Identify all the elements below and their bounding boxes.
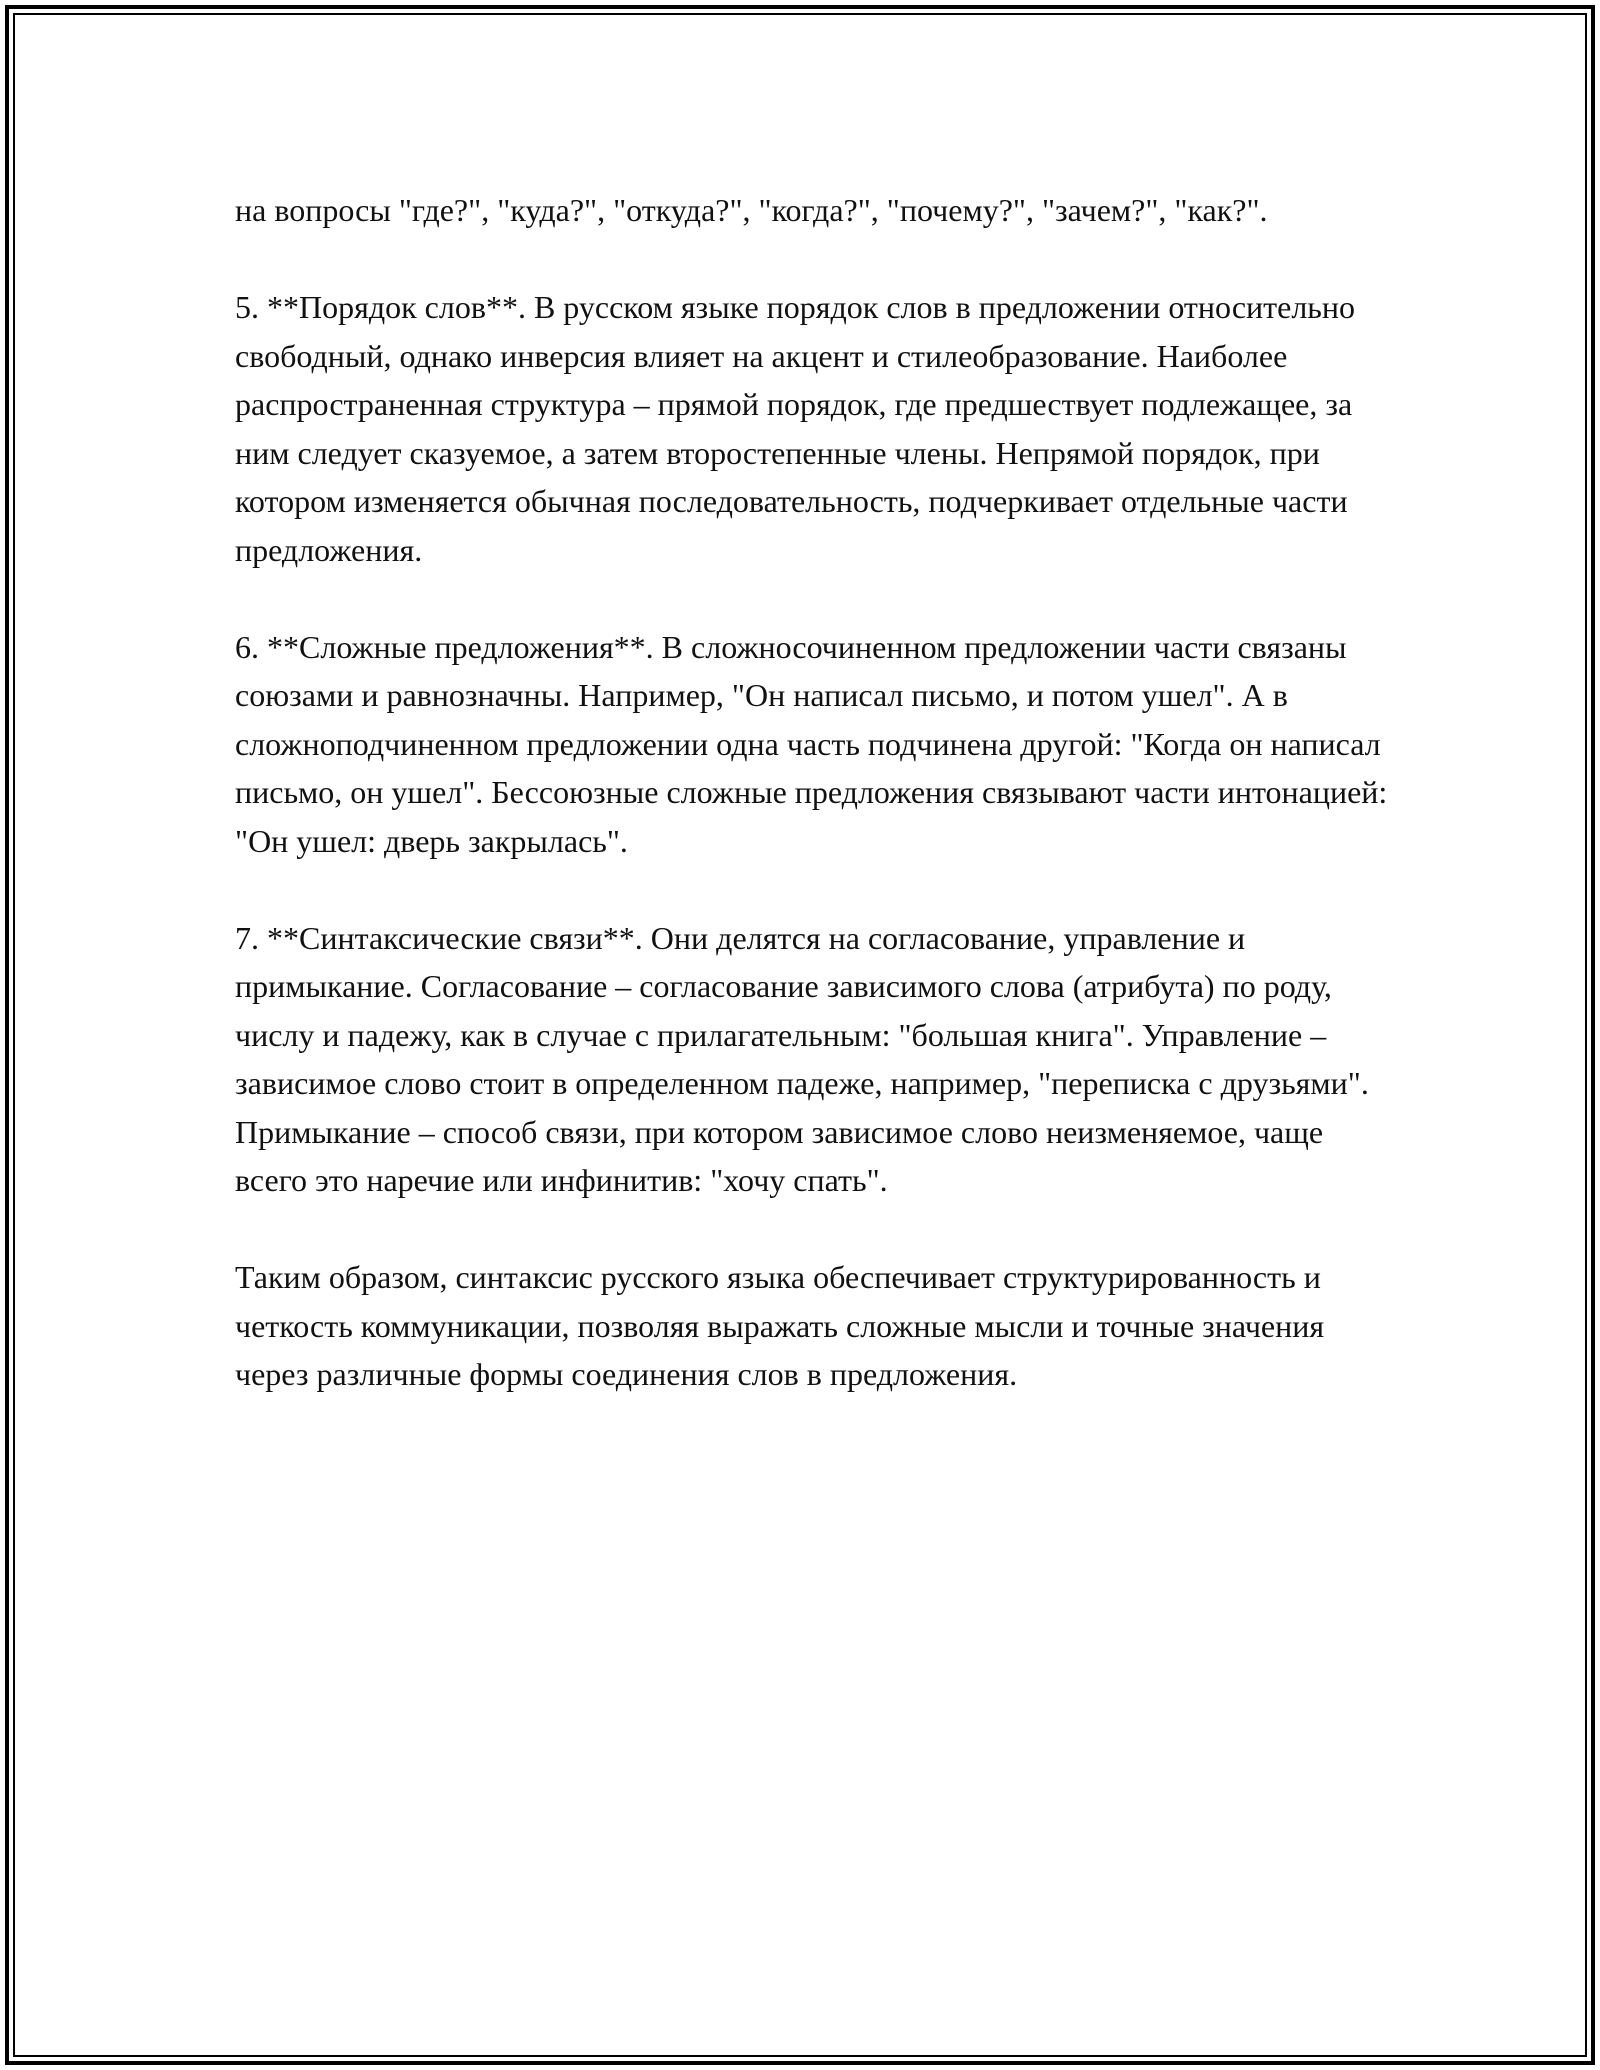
document-body [235,186,1395,1447]
paragraph-continuation: на вопросы "где?", "куда?", "откуда?", "когда?", "почему?", "зачем?", "как?". [235,192,1268,228]
paragraph-syntactic-links: 7. **Синтаксические связи**. Они делятся на согласование, управление и примыкание. Согласование – согласование зависимого слова (атрибута) по роду, числу и падежу, как в случае с прилагательным: "большая книга". Управление – зависимое слово стоит в определенном падеже, например, "переписка с друзьями". Примыкание – способ связи, при котором зависимое слово неизменяемое, чаще всего это наречие или инфинитив: "хочу спать". [235,919,1369,1198]
paragraph-word-order: 5. **Порядок слов**. В русском языке порядок слов в предложении относительно свободный, однако инверсия влияет на акцент и стилеобразование. Наиболее распространенная структура – прямой порядок, где предшествует подлежащее, за ним следует сказуемое, а затем второстепенные члены. Непрямой порядок, при котором изменяется обычная последовательность, подчеркивает отдельные части предложения. [235,289,1356,568]
paragraph-complex-sentences: 6. **Сложные предложения**. В сложносочиненном предложении части связаны союзами и равнозначны. Например, "Он написал письмо, и потом ушел". А в сложноподчиненном предложении одна часть подчинена другой: "Когда он написал письмо, он ушел". Бессоюзные сложные предложения связывают части интонацией: "Он ушел: дверь закрылась". [235,628,1388,859]
paragraph-conclusion: Таким образом, синтаксис русского языка обеспечивает структурированность и четкость коммуникации, позволяя выражать сложные мысли и точные значения через различные формы соединения слов в предложения. [235,1259,1325,1392]
